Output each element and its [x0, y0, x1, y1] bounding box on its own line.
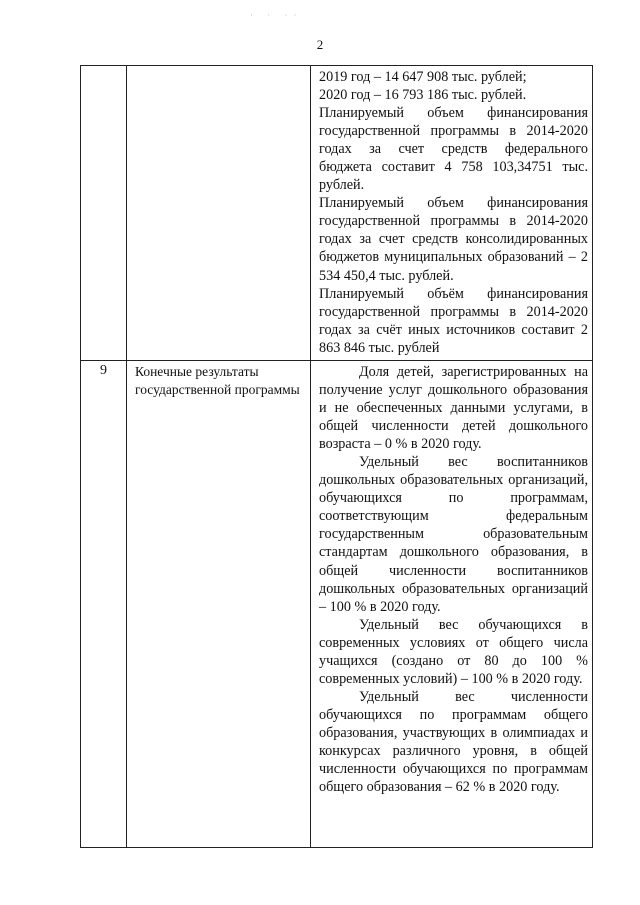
program-table — [80, 65, 593, 848]
row-number-cell — [81, 66, 127, 361]
paragraph: Удельный вес численности обучающихся по программам общего образования, участвующих в олимпиадах и конкурсах различного уровня, в общей численности обучающихся по программам общего образования – 62 % в 2020 году. — [319, 688, 588, 796]
row-name-cell: Конечные результаты государственной программы — [127, 361, 311, 848]
page-number: 2 — [316, 37, 324, 52]
scan-artifact: · · ·· — [250, 10, 303, 20]
table-row — [81, 361, 593, 848]
table-row — [81, 66, 593, 361]
row-number-cell: 9 — [81, 361, 127, 848]
paragraph: Планируемый объем финансирования государственной программы в 2014-2020 годах за счет средств консолидированных бюджетов муниципальных образований – 2 534 450,4 тыс. рублей. — [319, 195, 588, 284]
row-content-cell — [311, 66, 593, 361]
paragraph: Доля детей, зарегистрированных на получение услуг дошкольного образования и не обеспеченных данными услугами, в общей численности детей дошкольного возраста – 0 % в 2020 году. — [319, 364, 588, 453]
row-content-cell — [311, 361, 593, 848]
paragraph: 2019 год – 14 647 908 тыс. рублей; — [319, 69, 527, 85]
paragraph: Планируемый объём финансирования государственной программы в 2014-2020 годах за счёт иных источников составит 2 863 846 тыс. рублей — [319, 285, 588, 356]
paragraph: Удельный вес обучающихся в современных условиях от общего числа учащихся (создано от 80 до 100 % современных условий) – 100 % в 2020 году. — [319, 616, 588, 687]
paragraph: Планируемый объем финансирования государственной программы в 2014-2020 годах за счет средств федерального бюджета составит 4 758 103,34751 тыс. рублей. — [319, 105, 588, 194]
paragraph: 2020 год – 16 793 186 тыс. рублей. — [319, 87, 527, 104]
paragraph: Удельный вес воспитанников дошкольных образовательных организаций, обучающихся по программам, соответствующим федеральным государственным образовательным стандартам дошкольного образования, в общей численности воспитанников дошкольных образовательных организаций – 100 % в 2020 году. — [319, 454, 588, 615]
row-name-cell — [127, 66, 311, 361]
